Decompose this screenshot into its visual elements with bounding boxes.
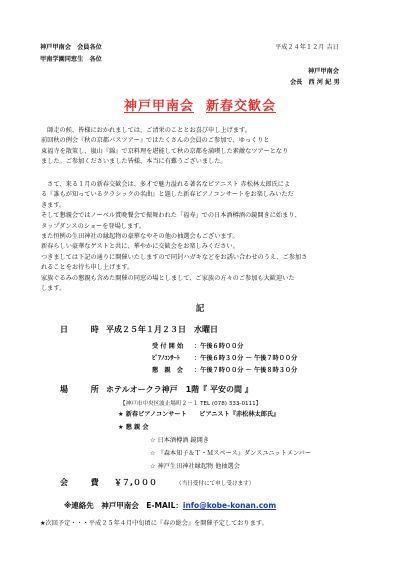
body-line: そして懇親会ではノーベル賞晩餐会で振舞われた「福寿」での日本酒樽酒の鏡開きに始まり、 (41, 212, 301, 220)
body-line: 家族ぐるみの懇親も含めた開催の同窓の場としまして、ご家族の方々のご参加も大歓迎いた (41, 274, 295, 282)
program-sub-item: ☆ 『森本知子＆Ｔ・Ｍスペース』ダンスユニットメンバー (150, 450, 312, 457)
program-sub-item: ☆ 神戸生田神社縁起物 他抽選会 (150, 463, 240, 470)
contact-line (64, 500, 276, 511)
greeting-line: 前回秋の例会『秋の京都バスツアー』ではたくさんの会員のご参加で、ゆっくりと (41, 137, 270, 145)
sender-president: 会長 西 河 紀 男 (290, 79, 340, 86)
next-event-notice: ★次回予定・・・平成２５年４月中旬頃に『春の総会』を開催予定しております。 (40, 520, 268, 527)
greeting-line: ました。ご参加くださいました皆様、本当に有難うございました。 (41, 158, 227, 166)
venue-name: ホテルオークラ神戸 1階『 平安の間 』 (106, 385, 253, 394)
program-sub-item: ☆ 日本酒樽酒 鏡開き (150, 437, 209, 444)
greeting-line: 師走の候、皆様におかれましては、ご清栄のこととお喜び申し上げます。 (41, 127, 251, 134)
body-line: れることをお待ち申し上げます。 (41, 264, 134, 272)
greeting-line: 東福寺を散策し、嵐山『錦』で京料理を堪能して秋の京都を満喫した素敵なツアーとなり (41, 147, 289, 155)
issue-date: 平成２４年１２月 吉日 (275, 44, 339, 51)
body-line: 新春らしい豪華なゲストと共に、華やかに交歓会をお楽しみください。 (41, 243, 239, 251)
time-party-name: 懇 親 会 (152, 367, 183, 374)
time-party: ：午後７時００分 ～ 午後８時３０分 (194, 367, 298, 374)
recipient-alumni: 甲南学園同窓生 各位 (40, 56, 102, 63)
venue-label: 場 所 (60, 385, 109, 394)
fee-label: 会 費 (60, 478, 109, 487)
time-reception: ：午後６時００分 (194, 343, 244, 350)
contact-prefix: ※連絡先 神戸甲南会 E-MAIL： (64, 501, 183, 510)
schedule-date: 平成２５年１月２３日 水曜日 (106, 325, 218, 334)
document-title (0, 95, 400, 114)
time-concert-name: ﾋﾟｱﾉｺﾝｻｰﾄ (152, 355, 180, 362)
recipient-members: 神戸甲南会 会員各位 (40, 44, 102, 51)
body-line: る『誰もが知っているクラシックの名曲』と題した新春ピアノコンサートをお楽しみいただ (41, 191, 294, 199)
schedule-label: 日 時 (60, 325, 109, 334)
time-concert: ：午後６時３０分 ～ 午後７時００分 (194, 355, 298, 362)
body-line: きます。 (41, 201, 66, 209)
body-line: つきましては下記の通りに開催いたしますので同封ハガキなどをお誘い合わせのうえ、ご参加さ (41, 253, 308, 261)
title-part-2: 新春交歓会 (206, 99, 277, 114)
time-reception-name: 受 付 開 始 (152, 343, 184, 350)
program-concert: ★ 新春ピアノコンサート ピアニスト『赤松林太郎氏』 (118, 411, 280, 418)
body-line: また恒例の生田神社の縁起物の豪華なやその他の抽選会もございます。 (41, 233, 239, 241)
venue-address: 【神戸市中央区波止場町２－１ TEL (078) 333-0111】 (120, 401, 262, 407)
title-part-1: 神戸甲南会 (123, 99, 194, 114)
program-party: ★ 懇 親 会 (118, 424, 149, 431)
contact-email-link[interactable]: info@kobe-konan.com (182, 501, 277, 510)
sender-org: 神戸甲南会 (308, 68, 339, 75)
body-paragraph (41, 180, 377, 294)
body-line: します。 (41, 285, 66, 293)
body-line: タップダンスのショーを登場します。 (41, 222, 146, 230)
body-line: さて、来る１月の新春交歓会は、多才で魅力溢れる著名なピアニスト 赤松林太郎氏によ (41, 181, 291, 188)
fee-amount: ￥７,０００ (114, 478, 158, 487)
ki-heading: 記 (195, 304, 205, 314)
fee-note: （当日受付にて申し受けます） (176, 481, 255, 487)
greeting-paragraph (41, 126, 377, 168)
